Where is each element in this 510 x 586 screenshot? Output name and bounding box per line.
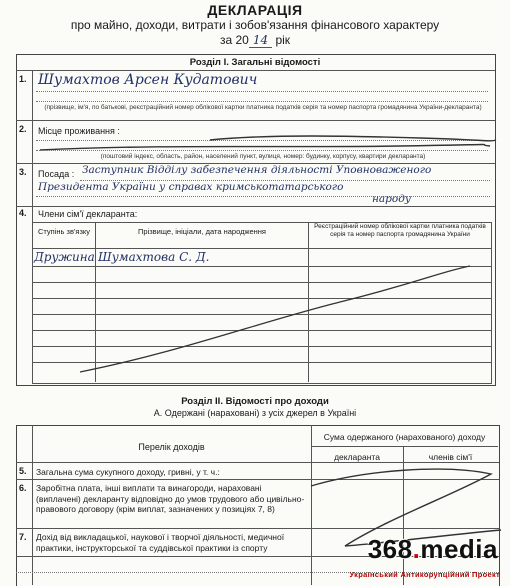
income-col-sum: Сума одержаного (нарахованого) доходу (323, 432, 486, 442)
income-row6-num: 6. (19, 483, 27, 493)
position-line1: Заступник Відділу забезпечення діяльності Уповноваженого (82, 164, 432, 176)
income-col-declarant: декларанта (334, 452, 380, 462)
section2-subtitle: А. Одержані (нараховані) з усіх джерел в Україні (153, 408, 357, 418)
year-line (0, 33, 510, 47)
family-col-name: Прізвище, ініціали, дата народження (138, 227, 266, 236)
row3-num: 3. (19, 167, 27, 177)
income-col-family: членів сім'ї (428, 452, 473, 462)
watermark-tagline: Український Антикорупційний Проект (349, 570, 500, 579)
year-prefix: за 20 (219, 33, 249, 47)
position-line3: народу (372, 193, 411, 205)
section2-title: Розділ ІІ. Відомості про доходи (181, 396, 329, 407)
position-line2: Президента України у справах кримськотатарського (38, 181, 344, 193)
row2-num: 2. (19, 124, 27, 134)
family-strike-scribble (60, 262, 480, 382)
row2-caption: (поштовий індекс, область, район, населений пункт, вулиця, номер: будинку, корпусу, квартири декларанта) (100, 153, 426, 160)
document-title: ДЕКЛАРАЦІЯ (207, 2, 303, 18)
watermark-logo: 368.media (367, 534, 498, 564)
family-col-relation: Ступінь зв'язку (37, 227, 91, 236)
income-row7-text: Дохід від викладацької, наукової і творчої діяльності, медичної практики, інструкторської та суддівської практики із спорту (36, 532, 285, 553)
declarant-name: Шумахтов Арсен Кудатович (38, 72, 258, 88)
section1-title: Розділ І. Загальні відомості (189, 57, 321, 68)
year-suffix: рік (275, 33, 291, 47)
row1-num: 1. (19, 74, 27, 84)
residence-label: Місце проживання : (38, 126, 120, 136)
income-row5-num: 5. (19, 466, 27, 476)
family-label: Члени сім'ї декларанта: (38, 209, 138, 219)
document-subtitle: про майно, доходи, витрати і зобов'язання фінансового характеру (70, 18, 440, 32)
income-row6-text: Заробітна плата, інші виплати та винагороди, нараховані (виплачені) декларанту відповідно до умов трудового або цивільно-правового договору (крім виплат, зазначених у позиціях 7, 8) (36, 483, 305, 514)
family-member-relation: Дружина (34, 250, 95, 264)
row4-num: 4. (19, 208, 27, 218)
family-member-name: Шумахтова С. Д. (98, 250, 210, 264)
income-row5-text: Загальна сума сукупного доходу, гривні, у т. ч.: (36, 467, 220, 477)
position-label: Посада : (38, 169, 75, 179)
row1-caption: (прізвище, ім'я, по батькові, реєстраційний номер облікової картки платника податків серія та номер паспорта громадянина України-декларанта) (44, 104, 482, 111)
family-col-id: Реєстраційний номер облікової картки платника податків серія та номер паспорта громадянина України (314, 223, 486, 238)
year-value: 14 (249, 33, 272, 48)
income-col-list: Перелік доходів (138, 442, 205, 452)
income-row7-num: 7. (19, 532, 27, 542)
